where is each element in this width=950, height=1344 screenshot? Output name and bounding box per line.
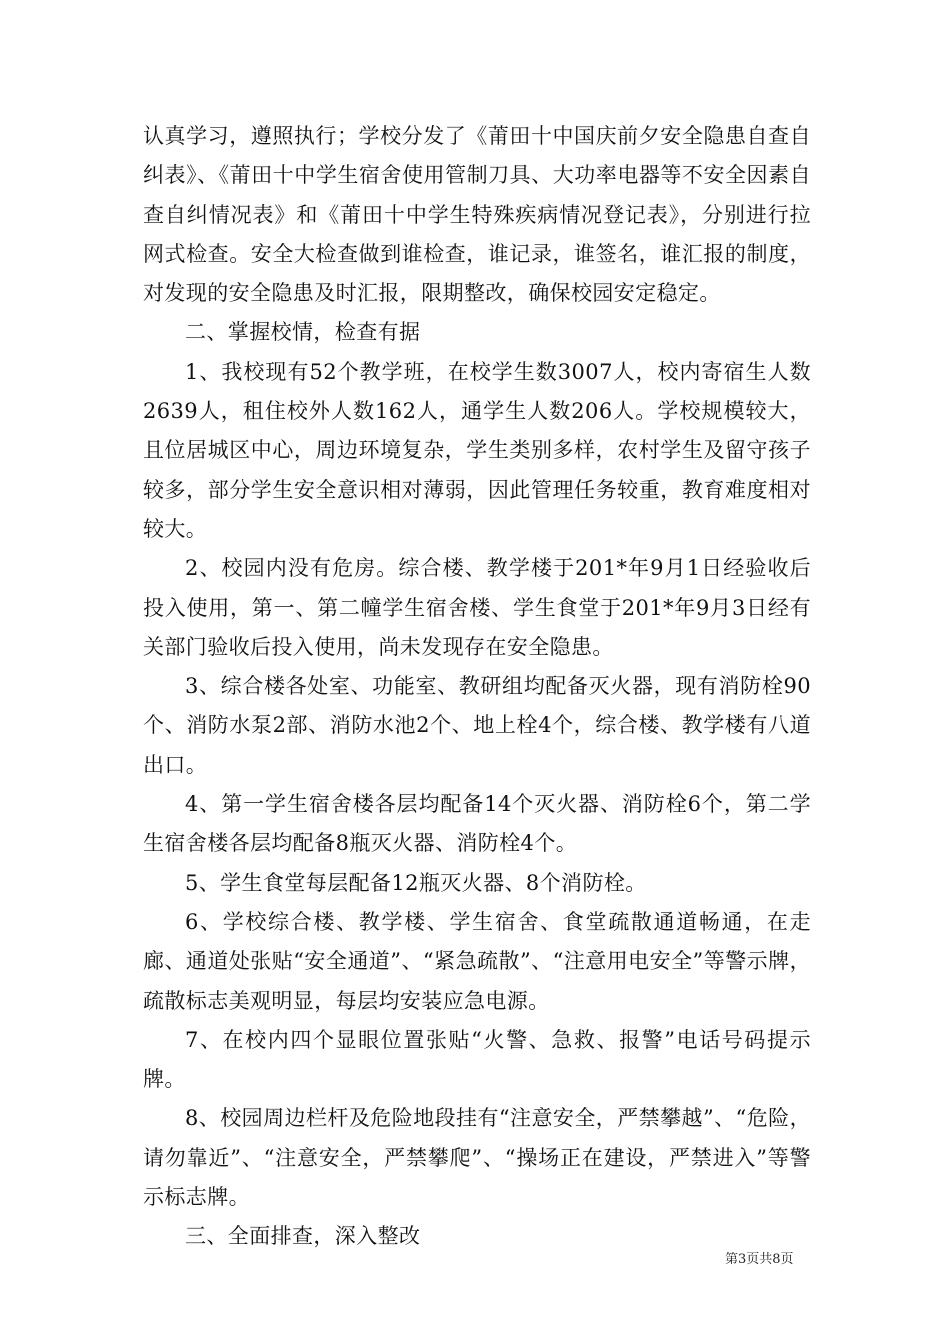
document-body: [143, 117, 811, 1257]
paragraph-item-8: 8、校园周边栏杆及危险地段挂有“注意安全，严禁攀越”、“危险，请勿靠近”、“注意安全，严禁攀爬”、“操场正在建设，严禁进入”等警示标志牌。: [143, 1106, 811, 1210]
section-heading-3: 三、全面排查，深入整改: [185, 1224, 421, 1249]
paragraph-item-7: 7、在校内四个显眼位置张贴“火警、急救、报警”电话号码提示牌。: [143, 1027, 811, 1092]
paragraph-item-5: 5、学生食堂每层配备12瓶灭火器、8个消防栓。: [185, 870, 647, 895]
paragraph-item-3: 3、综合楼各处室、功能室、教研组均配备灭火器，现有消防栓90个、消防水泵2部、消防水池2个、地上栓4个，综合楼、教学楼有八道出口。: [143, 674, 811, 777]
paragraph-intro: 认真学习，遵照执行；学校分发了《莆田十中国庆前夕安全隐患自查自纠表》、《莆田十中学生宿舍使用管制刀具、大功率电器等不安全因素自查自纠情况表》和《莆田十中学生特殊疾病情况登记表》，分别进行拉网式检查。安全大检查做到谁检查，谁记录，谁签名，谁汇报的制度，对发现的安全隐患及时汇报，限期整改，确保校园安定稳定。: [143, 124, 811, 306]
paragraph-item-2: 2、校园内没有危房。综合楼、教学楼于201*年9月1日经验收后投入使用，第一、第二幢学生宿舍楼、学生食堂于201*年9月3日经有关部门验收后投入使用，尚未发现存在安全隐患。: [143, 556, 811, 659]
paragraph-item-6: 6、学校综合楼、教学楼、学生宿舍、食堂疏散通道畅通，在走廊、通道处张贴“安全通道”、“紧急疏散”、“注意用电安全”等警示牌，疏散标志美观明显，每层均安装应急电源。: [143, 909, 811, 1013]
paragraph-item-4: 4、第一学生宿舍楼各层均配备14个灭火器、消防栓6个，第二学生宿舍楼各层均配备8瓶灭火器、消防栓4个。: [143, 792, 811, 856]
paragraph-item-1: 1、我校现有52个教学班，在校学生数3007人，校内寄宿生人数2639人，租住校外人数162人，通学生人数206人。学校规模较大，且位居城区中心，周边环境复杂，学生类别多样，农村学生及留守孩子较多，部分学生安全意识相对薄弱，因此管理任务较重，教育难度相对较大。: [143, 359, 811, 541]
section-heading-2: 二、掌握校情，检查有据: [185, 320, 421, 345]
page-number-footer: 第3页共8页: [725, 1252, 794, 1267]
